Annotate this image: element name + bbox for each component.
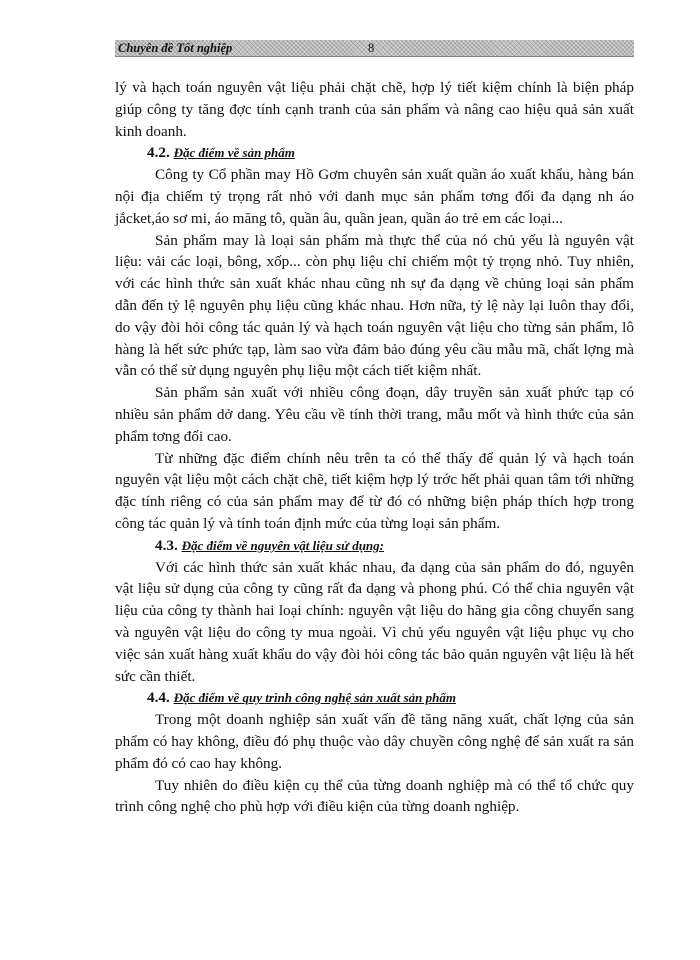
section-heading-4-4 <box>115 687 634 709</box>
header-title: Chuyên đề Tốt nghiệp <box>118 41 233 55</box>
intro-paragraph: lý và hạch toán nguyên vật liệu phải chặt chẽ, hợp lý tiết kiệm chính là biện pháp giúp công ty tăng đợc tính cạnh tranh của sản phẩm và nâng cao hiệu quả sản xuất kinh doanh. <box>115 79 634 140</box>
section-heading-4-2 <box>115 142 634 164</box>
section-title: Đặc điểm về sản phẩm <box>173 145 295 161</box>
paragraph: Từ những đặc điểm chính nêu trên ta có thể thấy để quản lý và hạch toán nguyên vật liệu một cách chặt chẽ, tiết kiệm hợp lý trớc hết phải quan tâm tới những đặc tính riêng có của sản phẩm may để từ đó có những biện pháp thích hợp trong công tác quản lý và tính toán định mức của từng loại sản phẩm. <box>115 449 634 532</box>
paragraph: Trong một doanh nghiệp sản xuất vấn đề tăng năng xuất, chất lợng của sản phẩm có hay không, điều đó phụ thuộc vào dây chuyền công nghệ để sản xuất ra sản phẩm đó có cao hay không. <box>115 711 634 772</box>
paragraph: Với các hình thức sản xuất khác nhau, đa dạng của sản phẩm do đó, nguyên vật liệu sử dụng của công ty cũng rất đa dạng và phong phú. Có thể chia nguyên vật liệu của công ty thành hai loại chính: nguyên vật liệu do hãng gia công chuyển sang và nguyên vật liệu do công ty mua ngoài. Vì chủ yếu nguyên vật liệu phục vụ cho việc sản xuất hàng xuất khẩu do vậy đòi hỏi công tác bảo quản nguyên vật liệu là hết sức cần thiết. <box>115 558 634 685</box>
paragraph: Sản phẩm may là loại sản phẩm mà thực thể của nó chủ yếu là nguyên vật liệu: vải các loại, bông, xốp... còn phụ liệu chỉ chiếm một tỷ trọng nhỏ. Tuy nhiên, với các hình thức sản xuất khác nhau cũng nh sự đa dạng về chủng loại sản phẩm dẫn đến tỷ lệ nguyên phụ liệu cũng khác nhau. Hơn nữa, tỷ lệ này lại luôn thay đổi, do vậy đòi hỏi công tác quản lý và hạch toán nguyên vật liệu cho từng sản phẩm, lô hàng là hết sức phức tạp, làm sao vừa đảm bảo đúng yêu cầu mẫu mã, chất lợng mà vẫn có thể sử dụng nguyên phụ liệu một cách tiết kiệm nhất. <box>115 231 634 380</box>
section-number: 4.2. <box>147 144 170 162</box>
section-number: 4.3. <box>155 536 178 554</box>
section-title: Đặc điểm về quy trình công nghệ sản xuất sản phẩm <box>173 690 457 706</box>
paragraph: Sản phẩm sản xuất với nhiều công đoạn, dây truyền sản xuất phức tạp có nhiều sản phẩm dở dang. Yêu cầu về tính thời trang, mẫu mốt và hình thức của sản phẩm tơng đối cao. <box>115 384 634 445</box>
body-text <box>115 77 634 818</box>
paragraph: Tuy nhiên do điều kiện cụ thể của từng doanh nghiệp mà có thể tổ chức quy trình công nghệ cho phù hợp với điều kiện của từng doanh nghiệp. <box>115 776 634 816</box>
paragraph: Công ty Cổ phần may Hồ Gơm chuyên sản xuất quần áo xuất khẩu, hàng bán nội địa chiếm tỷ trọng rất nhỏ với danh mục sản phẩm tơng đối đa dạng nh áo jắcket,áo sơ mi, áo măng tô, quần âu, quần jean, quần áo trẻ em các loại... <box>115 166 634 227</box>
section-number: 4.4. <box>147 689 170 707</box>
section-title: Đặc điểm về nguyên vật liệu sử dụng: <box>181 537 384 553</box>
page-number: 8 <box>368 41 375 55</box>
section-heading-4-3 <box>115 535 634 557</box>
